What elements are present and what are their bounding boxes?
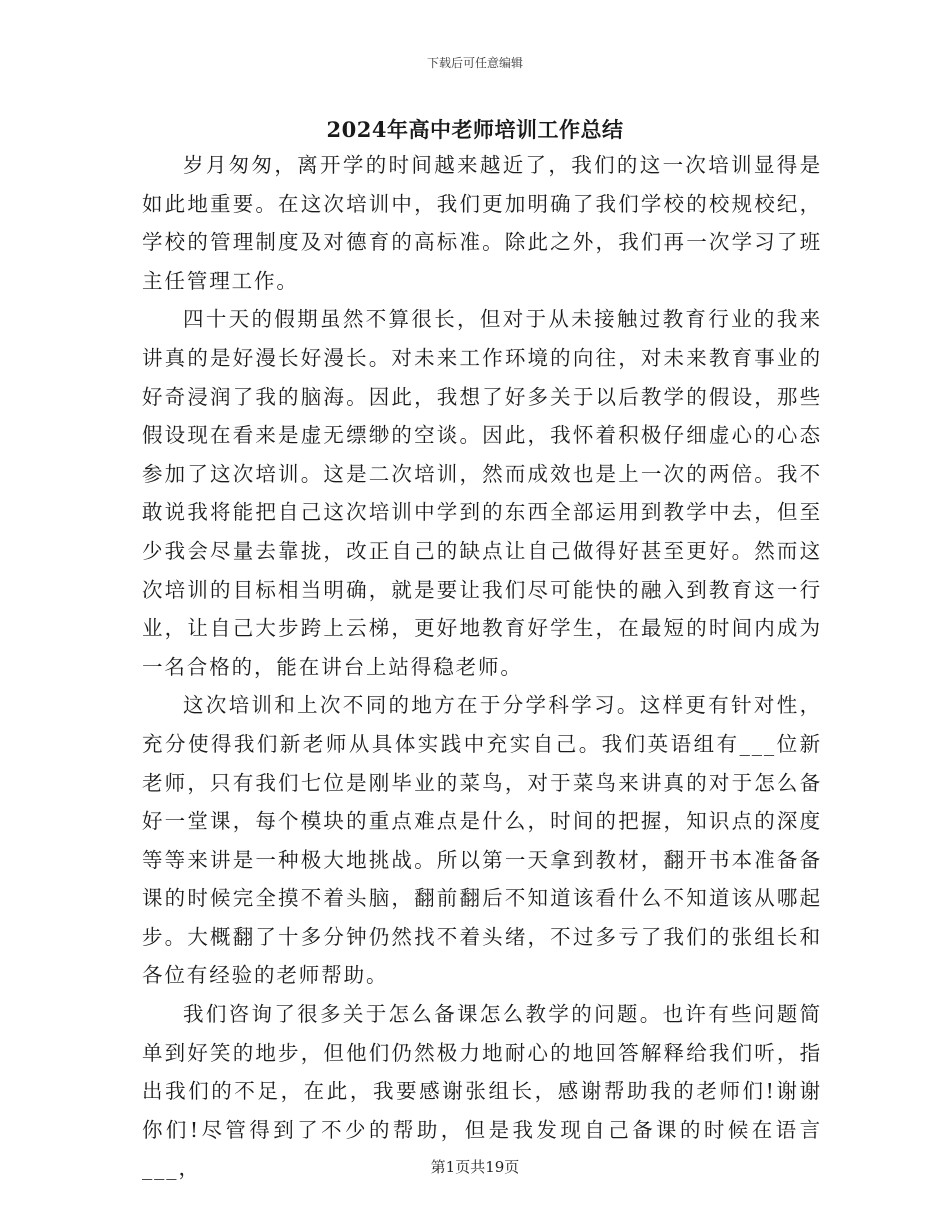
document-title: 2024年高中老师培训工作总结 — [326, 117, 624, 142]
paragraph-3: 这次培训和上次不同的地方在于分学科学习。这样更有针对性，充分使得我们新老师从具体实践中充实自己。我们英语组有___位新老师，只有我们七位是刚毕业的菜鸟，对于菜鸟来讲真的对于怎么备好一堂课，每个模块的重点难点是什么，时间的把握，知识点的深度等等来讲是一种极大地挑战。所以第一天拿到教材，翻开书本准备备课的时候完全摸不着头脑，翻前翻后不知道该看什么不知道该从哪起步。大概翻了十多分钟仍然找不着头绪，不过多亏了我们的张组长和各位有经验的老师帮助。 — [142, 693, 822, 988]
paragraph-4: 我们咨询了很多关于怎么备课怎么教学的问题。也许有些问题简单到好笑的地步，但他们仍然极力地耐心的地回答解释给我们听，指出我们的不足，在此，我要感谢张组长，感谢帮助我的老师们!谢谢你们!尽管得到了不少的帮助，但是我发现自己备课的时候在语言___， — [142, 1002, 822, 1181]
paragraph-2: 四十天的假期虽然不算很长，但对于从未接触过教育行业的我来讲真的是好漫长好漫长。对未来工作环境的向往，对未来教育事业的好奇浸润了我的脑海。因此，我想了好多关于以后教学的假设，那些假设现在看来是虚无缥缈的空谈。因此，我怀着积极仔细虚心的心态参加了这次培训。这是二次培训，然而成效也是上一次的两倍。我不敢说我将能把自己这次培训中学到的东西全部运用到教学中去，但至少我会尽量去靠拢，改正自己的缺点让自己做得好甚至更好。然而这次培训的目标相当明确，就是要让我们尽可能快的融入到教育这一行业，让自己大步跨上云梯，更好地教育好学生，在最短的时间内成为一名合格的，能在讲台上站得稳老师。 — [142, 307, 822, 679]
paragraph-1: 岁月匆匆，离开学的时间越来越近了，我们的这一次培训显得是如此地重要。在这次培训中，我们更加明确了我们学校的校规校纪，学校的管理制度及对德育的高标准。除此之外，我们再一次学习了班主任管理工作。 — [142, 153, 822, 293]
page-number-footer: 第1页共19页 — [430, 1158, 520, 1176]
document-body — [142, 146, 822, 1188]
header-note: 下载后可任意编辑 — [426, 56, 523, 70]
